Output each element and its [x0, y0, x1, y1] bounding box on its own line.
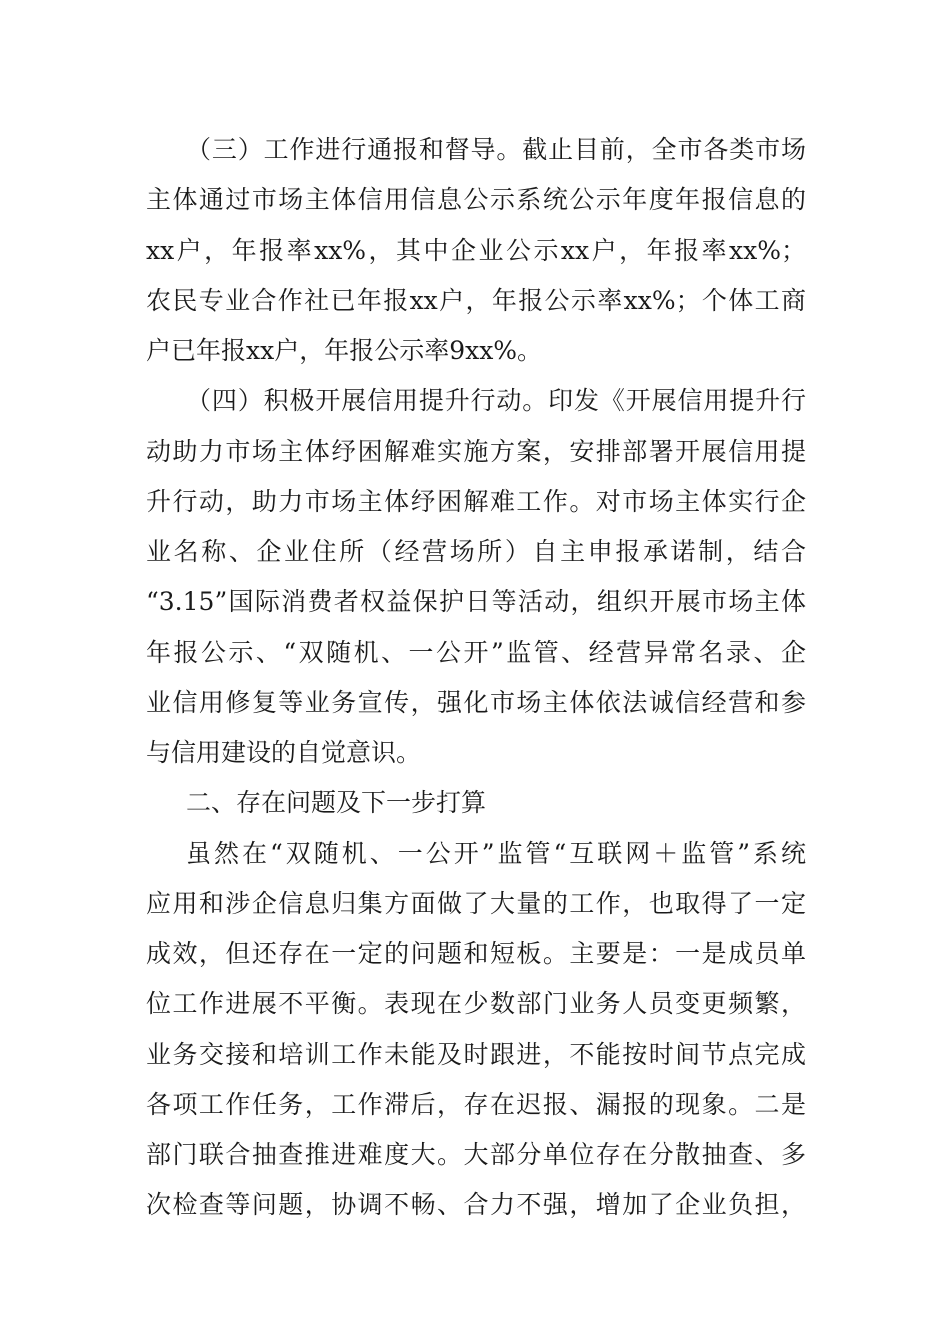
text-line: （三）工作进行通报和督导。截止目前，全市各类市场	[186, 135, 806, 164]
text-line: 与信用建设的自觉意识。	[146, 738, 422, 767]
text-line: 年报公示、“双随机、一公开”监管、经营异常名录、企	[146, 638, 806, 667]
text-line: 主体通过市场主体信用信息公示系统公示年度年报信息的	[146, 185, 806, 214]
text-line: 动助力市场主体纾困解难实施方案，安排部署开展信用提	[146, 437, 806, 466]
text-line: 次检查等问题，协调不畅、合力不强，增加了企业负担，	[146, 1190, 806, 1219]
text-line: 虽然在“双随机、一公开”监管“互联网＋监管”系统	[186, 839, 806, 868]
text-line: 业务交接和培训工作未能及时跟进，不能按时间节点完成	[146, 1040, 806, 1069]
text-line: “3.15”国际消费者权益保护日等活动，组织开展市场主体	[146, 587, 806, 616]
text-line: 升行动，助力市场主体纾困解难工作。对市场主体实行企	[146, 487, 806, 516]
section-heading: 二、存在问题及下一步打算	[186, 788, 487, 817]
text-line: 成效，但还存在一定的问题和短板。主要是：一是成员单	[146, 939, 806, 968]
text-line: 户已年报xx户，年报公示率9xx%。	[146, 336, 543, 365]
text-line: 业名称、企业住所（经营场所）自主申报承诺制，结合	[146, 537, 806, 566]
text-line: 各项工作任务，工作滞后，存在迟报、漏报的现象。二是	[146, 1090, 806, 1119]
text-line: 应用和涉企信息归集方面做了大量的工作，也取得了一定	[146, 889, 806, 918]
text-line: xx户，年报率xx%，其中企业公示xx户，年报率xx%；	[146, 236, 806, 265]
text-line: 农民专业合作社已年报xx户，年报公示率xx%；个体工商	[146, 286, 806, 315]
text-line: 位工作进展不平衡。表现在少数部门业务人员变更频繁，	[146, 989, 806, 1018]
text-line: （四）积极开展信用提升行动。印发《开展信用提升行	[186, 386, 806, 415]
text-line: 部门联合抽查推进难度大。大部分单位存在分散抽查、多	[146, 1140, 806, 1169]
text-line: 业信用修复等业务宣传，强化市场主体依法诚信经营和参	[146, 688, 806, 717]
